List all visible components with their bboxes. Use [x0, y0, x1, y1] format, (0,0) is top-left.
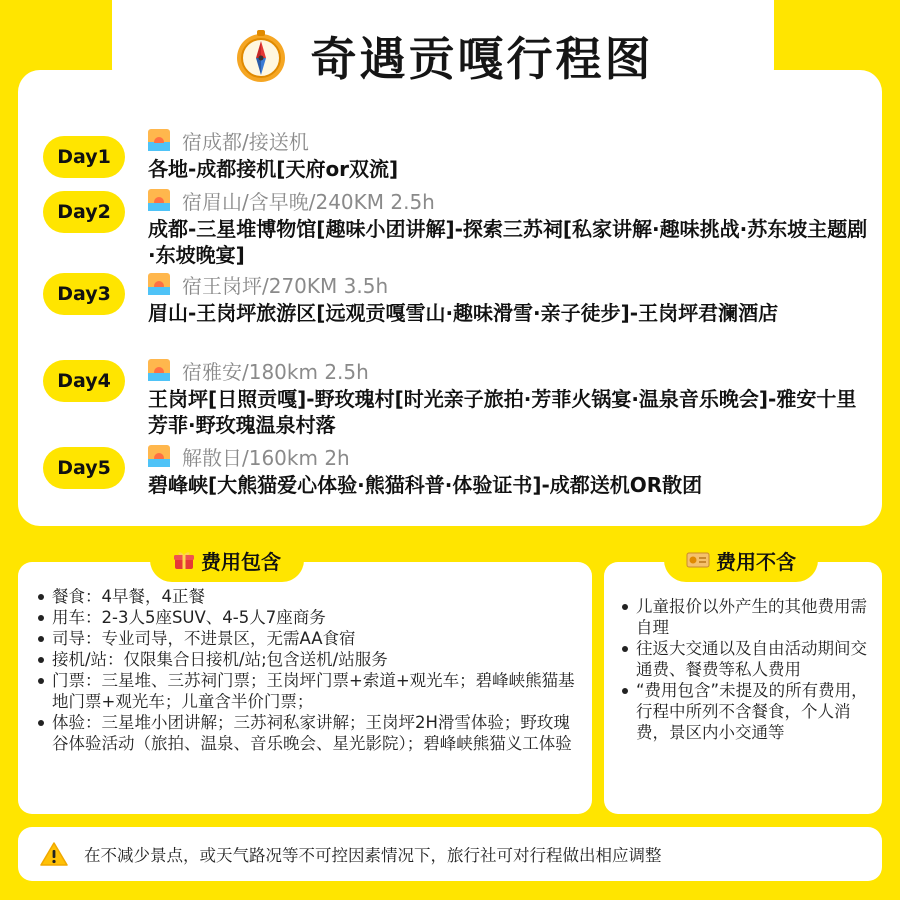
- sunrise-icon: [148, 189, 170, 211]
- day-route: 各地-成都接机[天府or双流]: [148, 157, 399, 181]
- excluded-panel: [604, 562, 882, 814]
- day-stay: [148, 442, 350, 470]
- list-item: 用车：2-3人5座SUV、4-5人7座商务: [36, 607, 584, 628]
- day-route: 王岗坪[日照贡嘎]-野玫瑰村[时光亲子旅拍·芳菲火锅宴·温泉音乐晚会]-雅安十里芳菲·野玫瑰温泉村落: [148, 387, 857, 437]
- excluded-list: [620, 596, 870, 743]
- day-route: 眉山-王岗坪旅游区[远观贡嘎雪山·趣味滑雪·亲子徒步]-王岗坪君澜酒店: [148, 301, 779, 325]
- day-badge: Day1: [43, 136, 125, 178]
- list-item: 司导：专业司导，不进景区，无需AA食宿: [36, 628, 584, 649]
- list-item: 接机/站：仅限集合日接机/站;包含送机/站服务: [36, 649, 584, 670]
- list-item: 餐食：4早餐，4正餐: [36, 586, 584, 607]
- sunrise-icon: [148, 445, 170, 467]
- day-stay-text: 宿眉山/含早晚/240KM 2.5h: [182, 189, 435, 214]
- day-stay: [148, 126, 309, 154]
- day-badge: Day5: [43, 447, 125, 489]
- sunrise-icon: [148, 129, 170, 151]
- day-route: 碧峰峡[大熊猫爱心体验·熊猫科普·体验证书]-成都送机OR散团: [148, 473, 703, 497]
- day-route: 成都-三星堆博物馆[趣味小团讲解]-探索三苏祠[私家讲解·趣味挑战·苏东坡主题剧·东坡晚宴]: [148, 217, 868, 267]
- included-tag: [150, 538, 304, 582]
- warning-icon: [40, 841, 68, 867]
- day-badge: Day4: [43, 360, 125, 402]
- page-title: 奇遇贡嘎行程图: [310, 32, 654, 86]
- day-stay-text: 宿成都/接送机: [182, 129, 309, 154]
- day-stay-text: 宿雅安/180km 2.5h: [182, 359, 369, 384]
- day-badge: Day2: [43, 191, 125, 233]
- title-banner: [112, 0, 774, 112]
- sunrise-icon: [148, 273, 170, 295]
- included-list: [36, 586, 584, 754]
- notice-text: 在不减少景点，或天气路况等不可控因素情况下，旅行社可对行程做出相应调整: [84, 846, 662, 865]
- list-item: “费用包含”未提及的所有费用，行程中所列不含餐食，个人消费，景区内小交通等: [620, 680, 870, 743]
- excluded-tag: [664, 538, 818, 582]
- list-item: 体验：三星堆小团讲解；三苏祠私家讲解；王岗坪2H滑雪体验；野玫瑰谷体验活动（旅拍、温泉、音乐晚会、星光影院）；碧峰峡熊猫义工体验: [36, 712, 584, 754]
- day-badge: Day3: [43, 273, 125, 315]
- gift-icon: [173, 549, 195, 571]
- day-stay: [148, 186, 435, 214]
- sunrise-icon: [148, 359, 170, 381]
- notice-bar: [18, 827, 882, 881]
- included-panel: [18, 562, 592, 814]
- included-title: 费用包含: [201, 549, 281, 574]
- day-stay: [148, 356, 369, 384]
- day-stay-text: 解散日/160km 2h: [182, 445, 350, 470]
- compass-icon: [233, 28, 289, 84]
- excluded-title: 费用不含: [716, 549, 796, 574]
- day-stay: [148, 270, 388, 298]
- list-item: 往返大交通以及自由活动期间交通费、餐费等私人费用: [620, 638, 870, 680]
- list-item: 儿童报价以外产生的其他费用需自理: [620, 596, 870, 638]
- list-item: 门票：三星堆、三苏祠门票；王岗坪门票+索道+观光车；碧峰峡熊猫基地门票+观光车；儿童含半价门票；: [36, 670, 584, 712]
- day-stay-text: 宿王岗坪/270KM 3.5h: [182, 273, 389, 298]
- money-icon: [686, 551, 710, 569]
